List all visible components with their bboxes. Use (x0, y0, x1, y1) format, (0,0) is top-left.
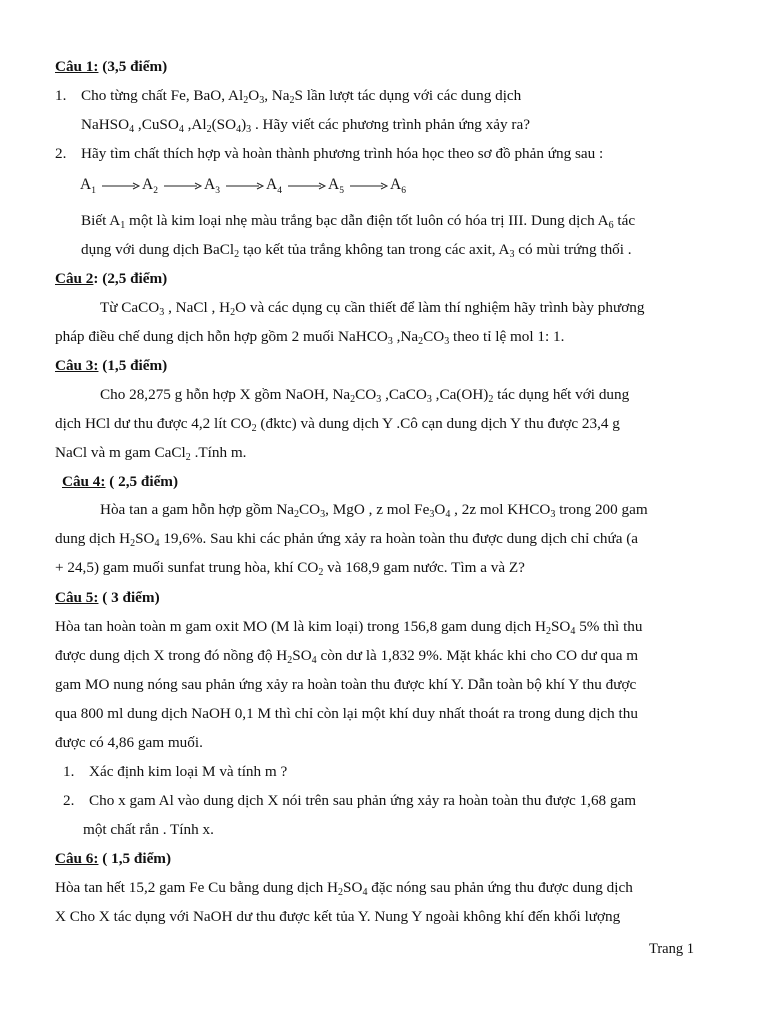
subscript: 3 (550, 509, 556, 520)
q4-line-1 (100, 500, 648, 520)
text: .Tính m. (190, 444, 247, 461)
q5-line-1 (55, 617, 642, 637)
text: dịch HCl dư thu được 4,2 lít CO (55, 415, 252, 432)
text: , 2z mol KHCO (450, 501, 551, 518)
text: (đktc) và dung dịch Y .Cô cạn dung dịch Y thu được 23,4 g (256, 415, 620, 432)
subscript: 4 (154, 538, 160, 549)
subscript: 2 (318, 567, 324, 578)
subscript: 2 (488, 394, 494, 405)
species-index: 2 (153, 186, 158, 196)
q2-line-1 (100, 298, 644, 318)
subscript: 3 (376, 394, 382, 405)
q1-item-2 (55, 144, 603, 164)
text: Xác định kim loại M và tính m ? (89, 763, 288, 780)
text: SO (292, 647, 312, 664)
species-a4 (266, 176, 282, 194)
subscript: 2 (338, 887, 344, 898)
species-index: 5 (339, 186, 344, 196)
subscript: 2 (418, 336, 424, 347)
subscript: 3 (429, 509, 435, 520)
subscript: 2 (234, 249, 240, 260)
species-a5 (328, 176, 344, 194)
question-1-points: (3,5 điểm) (98, 58, 168, 75)
text: Từ CaCO (100, 299, 160, 316)
subscript: 3 (387, 336, 393, 347)
text: ,CuSO (134, 116, 179, 133)
question-5-title: Câu 5: (55, 589, 99, 606)
subscript: 3 (259, 95, 265, 106)
text: pháp điều chế dung dịch hỗn hợp gồm 2 muối NaHCO (55, 328, 388, 345)
question-1-title: Câu 1: (55, 58, 99, 75)
q1-item-1-line-2 (81, 115, 530, 135)
question-6-title: Câu 6: (55, 850, 99, 867)
question-6-points: ( 1,5 điểm) (98, 850, 172, 867)
text: + 24,5) gam muối sunfat trung hòa, khí CO (55, 559, 319, 576)
text: NaCl và m gam CaCl (55, 444, 186, 461)
species-letter: A (390, 176, 402, 193)
subscript: 4 (362, 887, 368, 898)
q3-line-3 (55, 443, 246, 463)
list-number: 1. (55, 87, 67, 104)
question-3-title: Câu 3: (55, 357, 99, 374)
text: ,Ca(OH) (431, 386, 489, 403)
subscript: 2 (185, 452, 191, 463)
q3-line-1 (100, 385, 629, 405)
text: 5% thì thu (575, 618, 643, 635)
subscript: 3 (246, 124, 252, 135)
species-letter: A (142, 176, 154, 193)
text: CO (299, 501, 321, 518)
list-number: 2. (55, 145, 67, 162)
text: trong 200 gam (555, 501, 648, 518)
text: SO (343, 879, 363, 896)
q5-item-1 (63, 762, 287, 782)
q4-line-3 (55, 558, 525, 578)
subscript: 2 (130, 538, 136, 549)
text: ) (241, 116, 247, 133)
subscript: 4 (311, 655, 317, 666)
question-4-title: Câu 4: (62, 473, 106, 490)
q6-line-1 (55, 878, 633, 898)
text: một là kim loại nhẹ màu trắng bạc dẫn điện tốt luôn có hóa trị III. Dung dịch A (125, 212, 609, 229)
question-1-heading (55, 57, 167, 77)
text: được dung dịch X trong đó nồng độ H (55, 647, 288, 664)
species-index: 6 (401, 186, 406, 196)
text: Cho từng chất Fe, BaO, Al (81, 87, 244, 104)
q5-line-2 (55, 646, 638, 666)
text: , MgO , z mol Fe (325, 501, 430, 518)
text: theo tỉ lệ mol 1: 1. (449, 328, 565, 345)
text: SO (135, 530, 155, 547)
q2-line-2 (55, 327, 564, 347)
text: (SO (211, 116, 237, 133)
text: O (248, 87, 260, 104)
subscript: 3 (426, 394, 432, 405)
subscript: 2 (545, 626, 551, 637)
q1-known-line-1 (81, 211, 635, 231)
subscript: 2 (206, 124, 212, 135)
text: tác dụng hết với dung (493, 386, 630, 403)
page-number: Trang 1 (649, 941, 694, 957)
text: ,CaCO (381, 386, 427, 403)
species-letter: A (204, 176, 216, 193)
question-4-points: ( 2,5 điểm) (105, 473, 179, 490)
text: Cho x gam Al vào dung dịch X nói trên sau phản ứng xảy ra hoàn toàn thu được 1,68 gam (89, 792, 637, 809)
subscript: 4 (236, 124, 242, 135)
text: còn dư là 1,832 9%. Mặt khác khi cho CO dư qua m (316, 647, 639, 664)
text: SO (550, 618, 571, 635)
subscript: 2 (350, 394, 356, 405)
q5-line-3: gam MO nung nóng sau phản ứng xảy ra hoàn toàn thu được khí Y. Dẫn toàn bộ khí Y thu được (55, 676, 637, 693)
species-a6 (390, 176, 406, 194)
text: Hòa tan hoàn toàn m gam oxit MO (M là kim loại) trong 156,8 gam dung dịch H (55, 618, 546, 635)
subscript: 3 (159, 307, 165, 318)
list-number: 1. (63, 763, 75, 780)
text: Hòa tan hết 15,2 gam Fe Cu bằng dung dịch H (55, 879, 339, 896)
subscript: 4 (570, 626, 576, 637)
q3-line-2 (55, 414, 620, 434)
question-2-points: : (2,5 điểm) (93, 270, 168, 287)
text: ,Al (183, 116, 207, 133)
text: có mùi trứng thối . (514, 241, 632, 258)
text: tạo kết tủa trắng không tan trong các axit, A (239, 241, 510, 258)
text: tác (613, 212, 636, 229)
species-a3 (204, 176, 220, 194)
subscript: 2 (251, 423, 257, 434)
text: S lần lượt tác dụng với các dung dịch (294, 87, 522, 104)
species-index: 1 (91, 186, 96, 196)
subscript: 4 (445, 509, 451, 520)
subscript: 6 (608, 220, 614, 231)
subscript: 2 (287, 655, 293, 666)
subscript: 4 (178, 124, 184, 135)
text: CO (423, 328, 445, 345)
question-4-heading (62, 472, 178, 492)
text: , NaCl , H (164, 299, 231, 316)
species-a1 (80, 176, 96, 194)
question-2-title: Câu 2 (55, 270, 94, 287)
species-a2 (142, 176, 158, 194)
q5-line-4: qua 800 ml dung dịch NaOH 0,1 M thì chỉ còn lại một khí duy nhất thoát ra trong dung dịch thu (55, 705, 638, 722)
text: CO (355, 386, 377, 403)
text: ,Na (392, 328, 419, 345)
text: và 168,9 gam nước. Tìm a và Z? (323, 559, 525, 576)
subscript: 3 (509, 249, 515, 260)
text: Hãy tìm chất thích hợp và hoàn thành phương trình hóa học theo sơ đồ phản ứng sau : (81, 145, 604, 162)
q5-line-5: được có 4,86 gam muối. (55, 734, 203, 751)
q6-line-2: X Cho X tác dụng với NaOH dư thu được kết tủa Y. Nung Y ngoài không khí đến khối lượng (55, 908, 621, 925)
subscript: 2 (289, 95, 295, 106)
text: O và các dụng cụ cần thiết để làm thí nghiệm hãy trình bày phương (235, 299, 645, 316)
subscript: 1 (120, 220, 126, 231)
q1-item-1-line-1 (55, 86, 521, 106)
subscript: 2 (230, 307, 236, 318)
text: 19,6%. Sau khi các phản ứng xảy ra hoàn toàn thu được dung dịch chỉ chứa (a (159, 530, 639, 547)
subscript: 2 (294, 509, 300, 520)
question-2-heading (55, 269, 167, 289)
q4-line-2 (55, 529, 638, 549)
species-letter: A (328, 176, 340, 193)
q5-item-2 (63, 791, 636, 811)
text: đặc nóng sau phản ứng thu được dung dịch (367, 879, 633, 896)
subscript: 3 (444, 336, 450, 347)
text: O (434, 501, 446, 518)
text: . Hãy viết các phương trình phản ứng xảy ra? (251, 116, 530, 133)
species-index: 4 (277, 186, 282, 196)
question-5-points: ( 3 điểm) (98, 589, 160, 606)
text: Cho 28,275 g hỗn hợp X gồm NaOH, Na (100, 386, 351, 403)
text: , Na (264, 87, 290, 104)
q1-known-line-2 (81, 240, 632, 260)
species-letter: A (80, 176, 92, 193)
species-index: 3 (215, 186, 220, 196)
question-3-heading (55, 356, 167, 376)
question-3-points: (1,5 điểm) (98, 357, 168, 374)
question-6-heading (55, 849, 171, 869)
subscript: 3 (320, 509, 326, 520)
text: dụng với dung dịch BaCl (81, 241, 235, 258)
text: NaHSO (81, 116, 130, 133)
reaction-arrows (80, 174, 420, 200)
question-5-heading (55, 588, 160, 608)
subscript: 2 (243, 95, 249, 106)
subscript: 4 (129, 124, 135, 135)
text: Hòa tan a gam hỗn hợp gồm Na (100, 501, 295, 518)
list-number: 2. (63, 792, 75, 809)
text: Biết A (81, 212, 121, 229)
species-letter: A (266, 176, 278, 193)
q5-item-2-line-2: một chất rắn . Tính x. (83, 821, 214, 838)
text: dung dịch H (55, 530, 131, 547)
